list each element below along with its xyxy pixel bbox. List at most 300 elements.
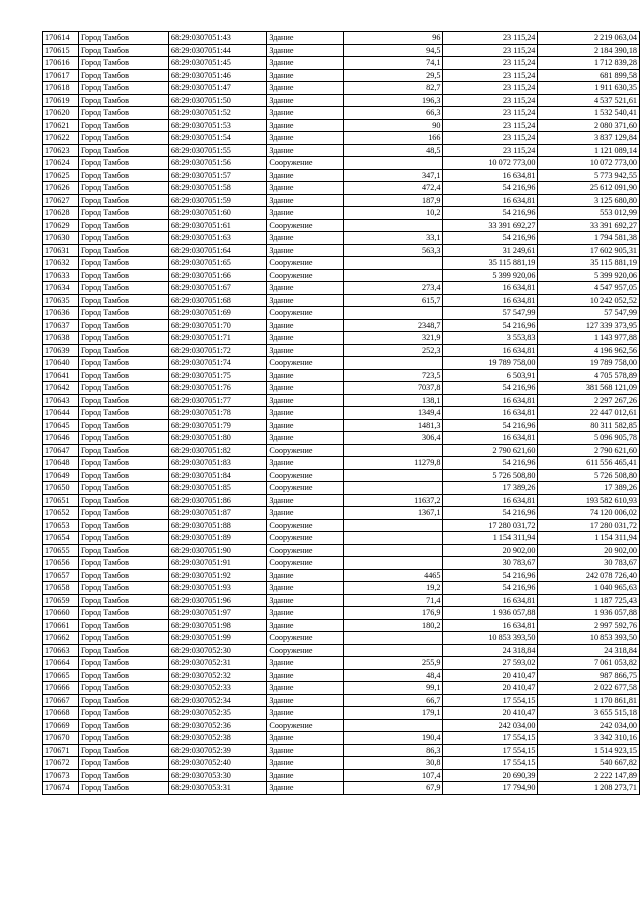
cadastral-value-cell: 3 125 680,80 bbox=[538, 194, 640, 207]
area-cell: 30,8 bbox=[343, 757, 443, 770]
cadastral-value-cell: 381 568 121,09 bbox=[538, 382, 640, 395]
table-row bbox=[43, 644, 640, 657]
table-row bbox=[43, 732, 640, 745]
table-row bbox=[43, 694, 640, 707]
row-number-cell: 170644 bbox=[43, 407, 79, 420]
row-number-cell: 170658 bbox=[43, 582, 79, 595]
row-number-cell: 170666 bbox=[43, 682, 79, 695]
object-type-cell: Здание bbox=[267, 407, 343, 420]
area-cell bbox=[343, 269, 443, 282]
locality-cell: Город Тамбов bbox=[78, 732, 168, 745]
table-row bbox=[43, 557, 640, 570]
locality-cell: Город Тамбов bbox=[78, 582, 168, 595]
area-cell: 615,7 bbox=[343, 294, 443, 307]
cadastral-value-cell: 2 080 371,60 bbox=[538, 119, 640, 132]
object-type-cell: Здание bbox=[267, 194, 343, 207]
cadastral-value-cell: 987 866,75 bbox=[538, 669, 640, 682]
object-type-cell: Здание bbox=[267, 432, 343, 445]
cadastral-value-cell: 10 242 052,52 bbox=[538, 294, 640, 307]
area-cell: 48,4 bbox=[343, 669, 443, 682]
table-body bbox=[43, 32, 640, 795]
area-cell: 29,5 bbox=[343, 69, 443, 82]
cadastral-value-cell: 19 789 758,00 bbox=[538, 357, 640, 370]
object-type-cell: Здание bbox=[267, 694, 343, 707]
cadastral-value-cell: 1 154 311,94 bbox=[538, 532, 640, 545]
row-number-cell: 170620 bbox=[43, 107, 79, 120]
object-type-cell: Здание bbox=[267, 282, 343, 295]
cadastral-number-cell: 68:29:0307051:79 bbox=[168, 419, 267, 432]
unit-value-cell: 242 034,00 bbox=[443, 719, 538, 732]
row-number-cell: 170663 bbox=[43, 644, 79, 657]
row-number-cell: 170662 bbox=[43, 632, 79, 645]
locality-cell: Город Тамбов bbox=[78, 82, 168, 95]
table-row bbox=[43, 682, 640, 695]
object-type-cell: Здание bbox=[267, 569, 343, 582]
cadastral-value-cell: 4 705 578,89 bbox=[538, 369, 640, 382]
locality-cell: Город Тамбов bbox=[78, 532, 168, 545]
cadastral-value-cell: 1 208 273,71 bbox=[538, 782, 640, 795]
cadastral-value-cell: 540 667,82 bbox=[538, 757, 640, 770]
area-cell: 67,9 bbox=[343, 782, 443, 795]
area-cell: 306,4 bbox=[343, 432, 443, 445]
table-row bbox=[43, 444, 640, 457]
locality-cell: Город Тамбов bbox=[78, 132, 168, 145]
cadastral-value-cell: 1 712 839,28 bbox=[538, 57, 640, 70]
object-type-cell: Здание bbox=[267, 244, 343, 257]
area-cell: 138,1 bbox=[343, 394, 443, 407]
table-row bbox=[43, 619, 640, 632]
unit-value-cell: 54 216,96 bbox=[443, 507, 538, 520]
cadastral-number-cell: 68:29:0307051:98 bbox=[168, 619, 267, 632]
table-row bbox=[43, 144, 640, 157]
unit-value-cell: 20 410,47 bbox=[443, 682, 538, 695]
locality-cell: Город Тамбов bbox=[78, 694, 168, 707]
table-row bbox=[43, 294, 640, 307]
row-number-cell: 170660 bbox=[43, 607, 79, 620]
locality-cell: Город Тамбов bbox=[78, 119, 168, 132]
cadastral-value-cell: 2 997 592,76 bbox=[538, 619, 640, 632]
object-type-cell: Здание bbox=[267, 669, 343, 682]
unit-value-cell: 5 726 508,80 bbox=[443, 469, 538, 482]
table-row bbox=[43, 382, 640, 395]
locality-cell: Город Тамбов bbox=[78, 57, 168, 70]
cadastral-number-cell: 68:29:0307052:36 bbox=[168, 719, 267, 732]
unit-value-cell: 24 318,84 bbox=[443, 644, 538, 657]
locality-cell: Город Тамбов bbox=[78, 632, 168, 645]
table-row bbox=[43, 132, 640, 145]
cadastral-number-cell: 68:29:0307052:38 bbox=[168, 732, 267, 745]
table-row bbox=[43, 219, 640, 232]
unit-value-cell: 16 634,81 bbox=[443, 432, 538, 445]
cadastral-value-cell: 80 311 582,85 bbox=[538, 419, 640, 432]
cadastral-value-cell: 4 537 521,61 bbox=[538, 94, 640, 107]
object-type-cell: Сооружение bbox=[267, 469, 343, 482]
row-number-cell: 170650 bbox=[43, 482, 79, 495]
cadastral-number-cell: 68:29:0307051:67 bbox=[168, 282, 267, 295]
locality-cell: Город Тамбов bbox=[78, 194, 168, 207]
row-number-cell: 170646 bbox=[43, 432, 79, 445]
cadastral-number-cell: 68:29:0307051:43 bbox=[168, 32, 267, 45]
locality-cell: Город Тамбов bbox=[78, 282, 168, 295]
area-cell: 71,4 bbox=[343, 594, 443, 607]
area-cell: 252,3 bbox=[343, 344, 443, 357]
cadastral-value-cell: 242 078 726,40 bbox=[538, 569, 640, 582]
row-number-cell: 170671 bbox=[43, 744, 79, 757]
unit-value-cell: 17 389,26 bbox=[443, 482, 538, 495]
unit-value-cell: 6 503,91 bbox=[443, 369, 538, 382]
cadastral-value-cell: 5 726 508,80 bbox=[538, 469, 640, 482]
row-number-cell: 170639 bbox=[43, 344, 79, 357]
cadastral-value-cell: 127 339 373,95 bbox=[538, 319, 640, 332]
area-cell: 11637,2 bbox=[343, 494, 443, 507]
object-type-cell: Здание bbox=[267, 44, 343, 57]
unit-value-cell: 54 216,96 bbox=[443, 382, 538, 395]
cadastral-value-table bbox=[42, 31, 640, 795]
object-type-cell: Здание bbox=[267, 769, 343, 782]
locality-cell: Город Тамбов bbox=[78, 107, 168, 120]
cadastral-value-cell: 10 072 773,00 bbox=[538, 157, 640, 170]
area-cell bbox=[343, 519, 443, 532]
area-cell: 179,1 bbox=[343, 707, 443, 720]
object-type-cell: Здание bbox=[267, 619, 343, 632]
unit-value-cell: 16 634,81 bbox=[443, 169, 538, 182]
unit-value-cell: 16 634,81 bbox=[443, 282, 538, 295]
area-cell: 10,2 bbox=[343, 207, 443, 220]
locality-cell: Город Тамбов bbox=[78, 332, 168, 345]
cadastral-number-cell: 68:29:0307051:52 bbox=[168, 107, 267, 120]
cadastral-number-cell: 68:29:0307051:63 bbox=[168, 232, 267, 245]
table-row bbox=[43, 369, 640, 382]
table-row bbox=[43, 719, 640, 732]
locality-cell: Город Тамбов bbox=[78, 44, 168, 57]
row-number-cell: 170642 bbox=[43, 382, 79, 395]
locality-cell: Город Тамбов bbox=[78, 557, 168, 570]
unit-value-cell: 10 853 393,50 bbox=[443, 632, 538, 645]
unit-value-cell: 16 634,81 bbox=[443, 494, 538, 507]
row-number-cell: 170664 bbox=[43, 657, 79, 670]
unit-value-cell: 23 115,24 bbox=[443, 119, 538, 132]
row-number-cell: 170645 bbox=[43, 419, 79, 432]
cadastral-number-cell: 68:29:0307051:82 bbox=[168, 444, 267, 457]
cadastral-number-cell: 68:29:0307051:87 bbox=[168, 507, 267, 520]
cadastral-value-cell: 1 532 540,41 bbox=[538, 107, 640, 120]
unit-value-cell: 23 115,24 bbox=[443, 32, 538, 45]
cadastral-number-cell: 68:29:0307051:45 bbox=[168, 57, 267, 70]
cadastral-number-cell: 68:29:0307051:90 bbox=[168, 544, 267, 557]
locality-cell: Город Тамбов bbox=[78, 494, 168, 507]
unit-value-cell: 54 216,96 bbox=[443, 582, 538, 595]
table-row bbox=[43, 707, 640, 720]
row-number-cell: 170667 bbox=[43, 694, 79, 707]
area-cell: 2348,7 bbox=[343, 319, 443, 332]
cadastral-value-cell: 2 184 390,18 bbox=[538, 44, 640, 57]
table-row bbox=[43, 69, 640, 82]
object-type-cell: Сооружение bbox=[267, 357, 343, 370]
cadastral-value-cell: 5 399 920,06 bbox=[538, 269, 640, 282]
cadastral-value-cell: 1 911 630,35 bbox=[538, 82, 640, 95]
cadastral-value-cell: 1 143 977,88 bbox=[538, 332, 640, 345]
object-type-cell: Сооружение bbox=[267, 444, 343, 457]
table-row bbox=[43, 269, 640, 282]
cadastral-number-cell: 68:29:0307051:46 bbox=[168, 69, 267, 82]
cadastral-number-cell: 68:29:0307051:59 bbox=[168, 194, 267, 207]
row-number-cell: 170628 bbox=[43, 207, 79, 220]
table-row bbox=[43, 182, 640, 195]
object-type-cell: Здание bbox=[267, 82, 343, 95]
cadastral-number-cell: 68:29:0307051:47 bbox=[168, 82, 267, 95]
area-cell: 107,4 bbox=[343, 769, 443, 782]
locality-cell: Город Тамбов bbox=[78, 69, 168, 82]
object-type-cell: Здание bbox=[267, 169, 343, 182]
unit-value-cell: 27 593,02 bbox=[443, 657, 538, 670]
table-row bbox=[43, 607, 640, 620]
table-row bbox=[43, 594, 640, 607]
cadastral-value-cell: 3 655 515,18 bbox=[538, 707, 640, 720]
locality-cell: Город Тамбов bbox=[78, 344, 168, 357]
cadastral-number-cell: 68:29:0307051:89 bbox=[168, 532, 267, 545]
area-cell: 48,5 bbox=[343, 144, 443, 157]
cadastral-value-cell: 2 297 267,26 bbox=[538, 394, 640, 407]
locality-cell: Город Тамбов bbox=[78, 657, 168, 670]
row-number-cell: 170621 bbox=[43, 119, 79, 132]
unit-value-cell: 23 115,24 bbox=[443, 57, 538, 70]
cadastral-value-cell: 1 514 923,15 bbox=[538, 744, 640, 757]
unit-value-cell: 20 690,39 bbox=[443, 769, 538, 782]
cadastral-value-cell: 30 783,67 bbox=[538, 557, 640, 570]
object-type-cell: Сооружение bbox=[267, 532, 343, 545]
area-cell: 33,1 bbox=[343, 232, 443, 245]
row-number-cell: 170668 bbox=[43, 707, 79, 720]
row-number-cell: 170672 bbox=[43, 757, 79, 770]
unit-value-cell: 17 554,15 bbox=[443, 744, 538, 757]
table-row bbox=[43, 407, 640, 420]
area-cell: 255,9 bbox=[343, 657, 443, 670]
cadastral-number-cell: 68:29:0307051:83 bbox=[168, 457, 267, 470]
cadastral-number-cell: 68:29:0307051:85 bbox=[168, 482, 267, 495]
cadastral-number-cell: 68:29:0307051:78 bbox=[168, 407, 267, 420]
locality-cell: Город Тамбов bbox=[78, 257, 168, 270]
locality-cell: Город Тамбов bbox=[78, 419, 168, 432]
table-row bbox=[43, 532, 640, 545]
cadastral-number-cell: 68:29:0307053:30 bbox=[168, 769, 267, 782]
row-number-cell: 170625 bbox=[43, 169, 79, 182]
area-cell: 1481,3 bbox=[343, 419, 443, 432]
unit-value-cell: 17 280 031,72 bbox=[443, 519, 538, 532]
object-type-cell: Здание bbox=[267, 107, 343, 120]
unit-value-cell: 17 554,15 bbox=[443, 757, 538, 770]
row-number-cell: 170630 bbox=[43, 232, 79, 245]
row-number-cell: 170653 bbox=[43, 519, 79, 532]
cadastral-number-cell: 68:29:0307051:72 bbox=[168, 344, 267, 357]
unit-value-cell: 16 634,81 bbox=[443, 294, 538, 307]
area-cell: 66,7 bbox=[343, 694, 443, 707]
locality-cell: Город Тамбов bbox=[78, 232, 168, 245]
cadastral-number-cell: 68:29:0307051:57 bbox=[168, 169, 267, 182]
cadastral-value-cell: 611 556 465,41 bbox=[538, 457, 640, 470]
object-type-cell: Сооружение bbox=[267, 519, 343, 532]
cadastral-number-cell: 68:29:0307051:75 bbox=[168, 369, 267, 382]
cadastral-number-cell: 68:29:0307051:61 bbox=[168, 219, 267, 232]
cadastral-number-cell: 68:29:0307051:54 bbox=[168, 132, 267, 145]
object-type-cell: Здание bbox=[267, 682, 343, 695]
cadastral-number-cell: 68:29:0307051:74 bbox=[168, 357, 267, 370]
row-number-cell: 170618 bbox=[43, 82, 79, 95]
table-row bbox=[43, 307, 640, 320]
object-type-cell: Здание bbox=[267, 782, 343, 795]
cadastral-value-cell: 5 773 942,55 bbox=[538, 169, 640, 182]
row-number-cell: 170655 bbox=[43, 544, 79, 557]
cadastral-value-cell: 22 447 012,61 bbox=[538, 407, 640, 420]
row-number-cell: 170648 bbox=[43, 457, 79, 470]
object-type-cell: Здание bbox=[267, 419, 343, 432]
unit-value-cell: 16 634,81 bbox=[443, 194, 538, 207]
unit-value-cell: 16 634,81 bbox=[443, 394, 538, 407]
table-row bbox=[43, 419, 640, 432]
cadastral-value-cell: 20 902,00 bbox=[538, 544, 640, 557]
locality-cell: Город Тамбов bbox=[78, 519, 168, 532]
table-row bbox=[43, 344, 640, 357]
row-number-cell: 170638 bbox=[43, 332, 79, 345]
object-type-cell: Здание bbox=[267, 232, 343, 245]
locality-cell: Город Тамбов bbox=[78, 607, 168, 620]
cadastral-number-cell: 68:29:0307051:60 bbox=[168, 207, 267, 220]
cadastral-value-cell: 10 853 393,50 bbox=[538, 632, 640, 645]
object-type-cell: Здание bbox=[267, 369, 343, 382]
row-number-cell: 170629 bbox=[43, 219, 79, 232]
locality-cell: Город Тамбов bbox=[78, 244, 168, 257]
unit-value-cell: 54 216,96 bbox=[443, 457, 538, 470]
table-row bbox=[43, 94, 640, 107]
area-cell bbox=[343, 557, 443, 570]
row-number-cell: 170656 bbox=[43, 557, 79, 570]
unit-value-cell: 54 216,96 bbox=[443, 319, 538, 332]
locality-cell: Город Тамбов bbox=[78, 507, 168, 520]
cadastral-value-cell: 1 936 057,88 bbox=[538, 607, 640, 620]
cadastral-number-cell: 68:29:0307051:65 bbox=[168, 257, 267, 270]
cadastral-number-cell: 68:29:0307051:53 bbox=[168, 119, 267, 132]
area-cell bbox=[343, 307, 443, 320]
cadastral-number-cell: 68:29:0307051:70 bbox=[168, 319, 267, 332]
area-cell: 1349,4 bbox=[343, 407, 443, 420]
area-cell: 180,2 bbox=[343, 619, 443, 632]
row-number-cell: 170654 bbox=[43, 532, 79, 545]
row-number-cell: 170631 bbox=[43, 244, 79, 257]
locality-cell: Город Тамбов bbox=[78, 369, 168, 382]
cadastral-number-cell: 68:29:0307051:91 bbox=[168, 557, 267, 570]
locality-cell: Город Тамбов bbox=[78, 169, 168, 182]
row-number-cell: 170674 bbox=[43, 782, 79, 795]
unit-value-cell: 54 216,96 bbox=[443, 419, 538, 432]
cadastral-value-cell: 57 547,99 bbox=[538, 307, 640, 320]
unit-value-cell: 17 554,15 bbox=[443, 732, 538, 745]
locality-cell: Город Тамбов bbox=[78, 644, 168, 657]
table-row bbox=[43, 482, 640, 495]
object-type-cell: Здание bbox=[267, 32, 343, 45]
cadastral-number-cell: 68:29:0307051:96 bbox=[168, 594, 267, 607]
table-row bbox=[43, 282, 640, 295]
object-type-cell: Здание bbox=[267, 144, 343, 157]
locality-cell: Город Тамбов bbox=[78, 482, 168, 495]
row-number-cell: 170624 bbox=[43, 157, 79, 170]
cadastral-value-cell: 17 280 031,72 bbox=[538, 519, 640, 532]
object-type-cell: Сооружение bbox=[267, 719, 343, 732]
locality-cell: Город Тамбов bbox=[78, 444, 168, 457]
object-type-cell: Здание bbox=[267, 119, 343, 132]
area-cell: 82,7 bbox=[343, 82, 443, 95]
cadastral-number-cell: 68:29:0307051:55 bbox=[168, 144, 267, 157]
locality-cell: Город Тамбов bbox=[78, 32, 168, 45]
object-type-cell: Сооружение bbox=[267, 307, 343, 320]
cadastral-value-cell: 553 012,99 bbox=[538, 207, 640, 220]
table-row bbox=[43, 519, 640, 532]
cadastral-number-cell: 68:29:0307052:33 bbox=[168, 682, 267, 695]
area-cell bbox=[343, 644, 443, 657]
object-type-cell: Здание bbox=[267, 594, 343, 607]
area-cell: 90 bbox=[343, 119, 443, 132]
cadastral-number-cell: 68:29:0307051:71 bbox=[168, 332, 267, 345]
row-number-cell: 170641 bbox=[43, 369, 79, 382]
unit-value-cell: 16 634,81 bbox=[443, 619, 538, 632]
unit-value-cell: 54 216,96 bbox=[443, 232, 538, 245]
cadastral-number-cell: 68:29:0307052:30 bbox=[168, 644, 267, 657]
locality-cell: Город Тамбов bbox=[78, 757, 168, 770]
area-cell bbox=[343, 469, 443, 482]
object-type-cell: Сооружение bbox=[267, 219, 343, 232]
cadastral-value-cell: 7 061 053,82 bbox=[538, 657, 640, 670]
object-type-cell: Сооружение bbox=[267, 269, 343, 282]
area-cell: 321,9 bbox=[343, 332, 443, 345]
object-type-cell: Здание bbox=[267, 744, 343, 757]
cadastral-number-cell: 68:29:0307051:58 bbox=[168, 182, 267, 195]
area-cell: 11279,8 bbox=[343, 457, 443, 470]
unit-value-cell: 20 410,47 bbox=[443, 707, 538, 720]
locality-cell: Город Тамбов bbox=[78, 569, 168, 582]
locality-cell: Город Тамбов bbox=[78, 544, 168, 557]
object-type-cell: Здание bbox=[267, 607, 343, 620]
area-cell: 347,1 bbox=[343, 169, 443, 182]
table-row bbox=[43, 257, 640, 270]
cadastral-number-cell: 68:29:0307051:68 bbox=[168, 294, 267, 307]
table-row bbox=[43, 569, 640, 582]
locality-cell: Город Тамбов bbox=[78, 357, 168, 370]
object-type-cell: Сооружение bbox=[267, 644, 343, 657]
area-cell: 166 bbox=[343, 132, 443, 145]
row-number-cell: 170640 bbox=[43, 357, 79, 370]
object-type-cell: Здание bbox=[267, 332, 343, 345]
locality-cell: Город Тамбов bbox=[78, 457, 168, 470]
unit-value-cell: 5 399 920,06 bbox=[443, 269, 538, 282]
object-type-cell: Здание bbox=[267, 94, 343, 107]
cadastral-value-cell: 5 096 905,78 bbox=[538, 432, 640, 445]
object-type-cell: Сооружение bbox=[267, 557, 343, 570]
locality-cell: Город Тамбов bbox=[78, 744, 168, 757]
area-cell: 187,9 bbox=[343, 194, 443, 207]
cadastral-value-cell: 17 602 905,31 bbox=[538, 244, 640, 257]
locality-cell: Город Тамбов bbox=[78, 394, 168, 407]
unit-value-cell: 35 115 881,19 bbox=[443, 257, 538, 270]
area-cell: 74,1 bbox=[343, 57, 443, 70]
table-row bbox=[43, 107, 640, 120]
row-number-cell: 170649 bbox=[43, 469, 79, 482]
unit-value-cell: 30 783,67 bbox=[443, 557, 538, 570]
table-row bbox=[43, 194, 640, 207]
cadastral-number-cell: 68:29:0307052:34 bbox=[168, 694, 267, 707]
table-row bbox=[43, 157, 640, 170]
area-cell: 19,2 bbox=[343, 582, 443, 595]
object-type-cell: Здание bbox=[267, 344, 343, 357]
object-type-cell: Здание bbox=[267, 57, 343, 70]
cadastral-number-cell: 68:29:0307051:99 bbox=[168, 632, 267, 645]
